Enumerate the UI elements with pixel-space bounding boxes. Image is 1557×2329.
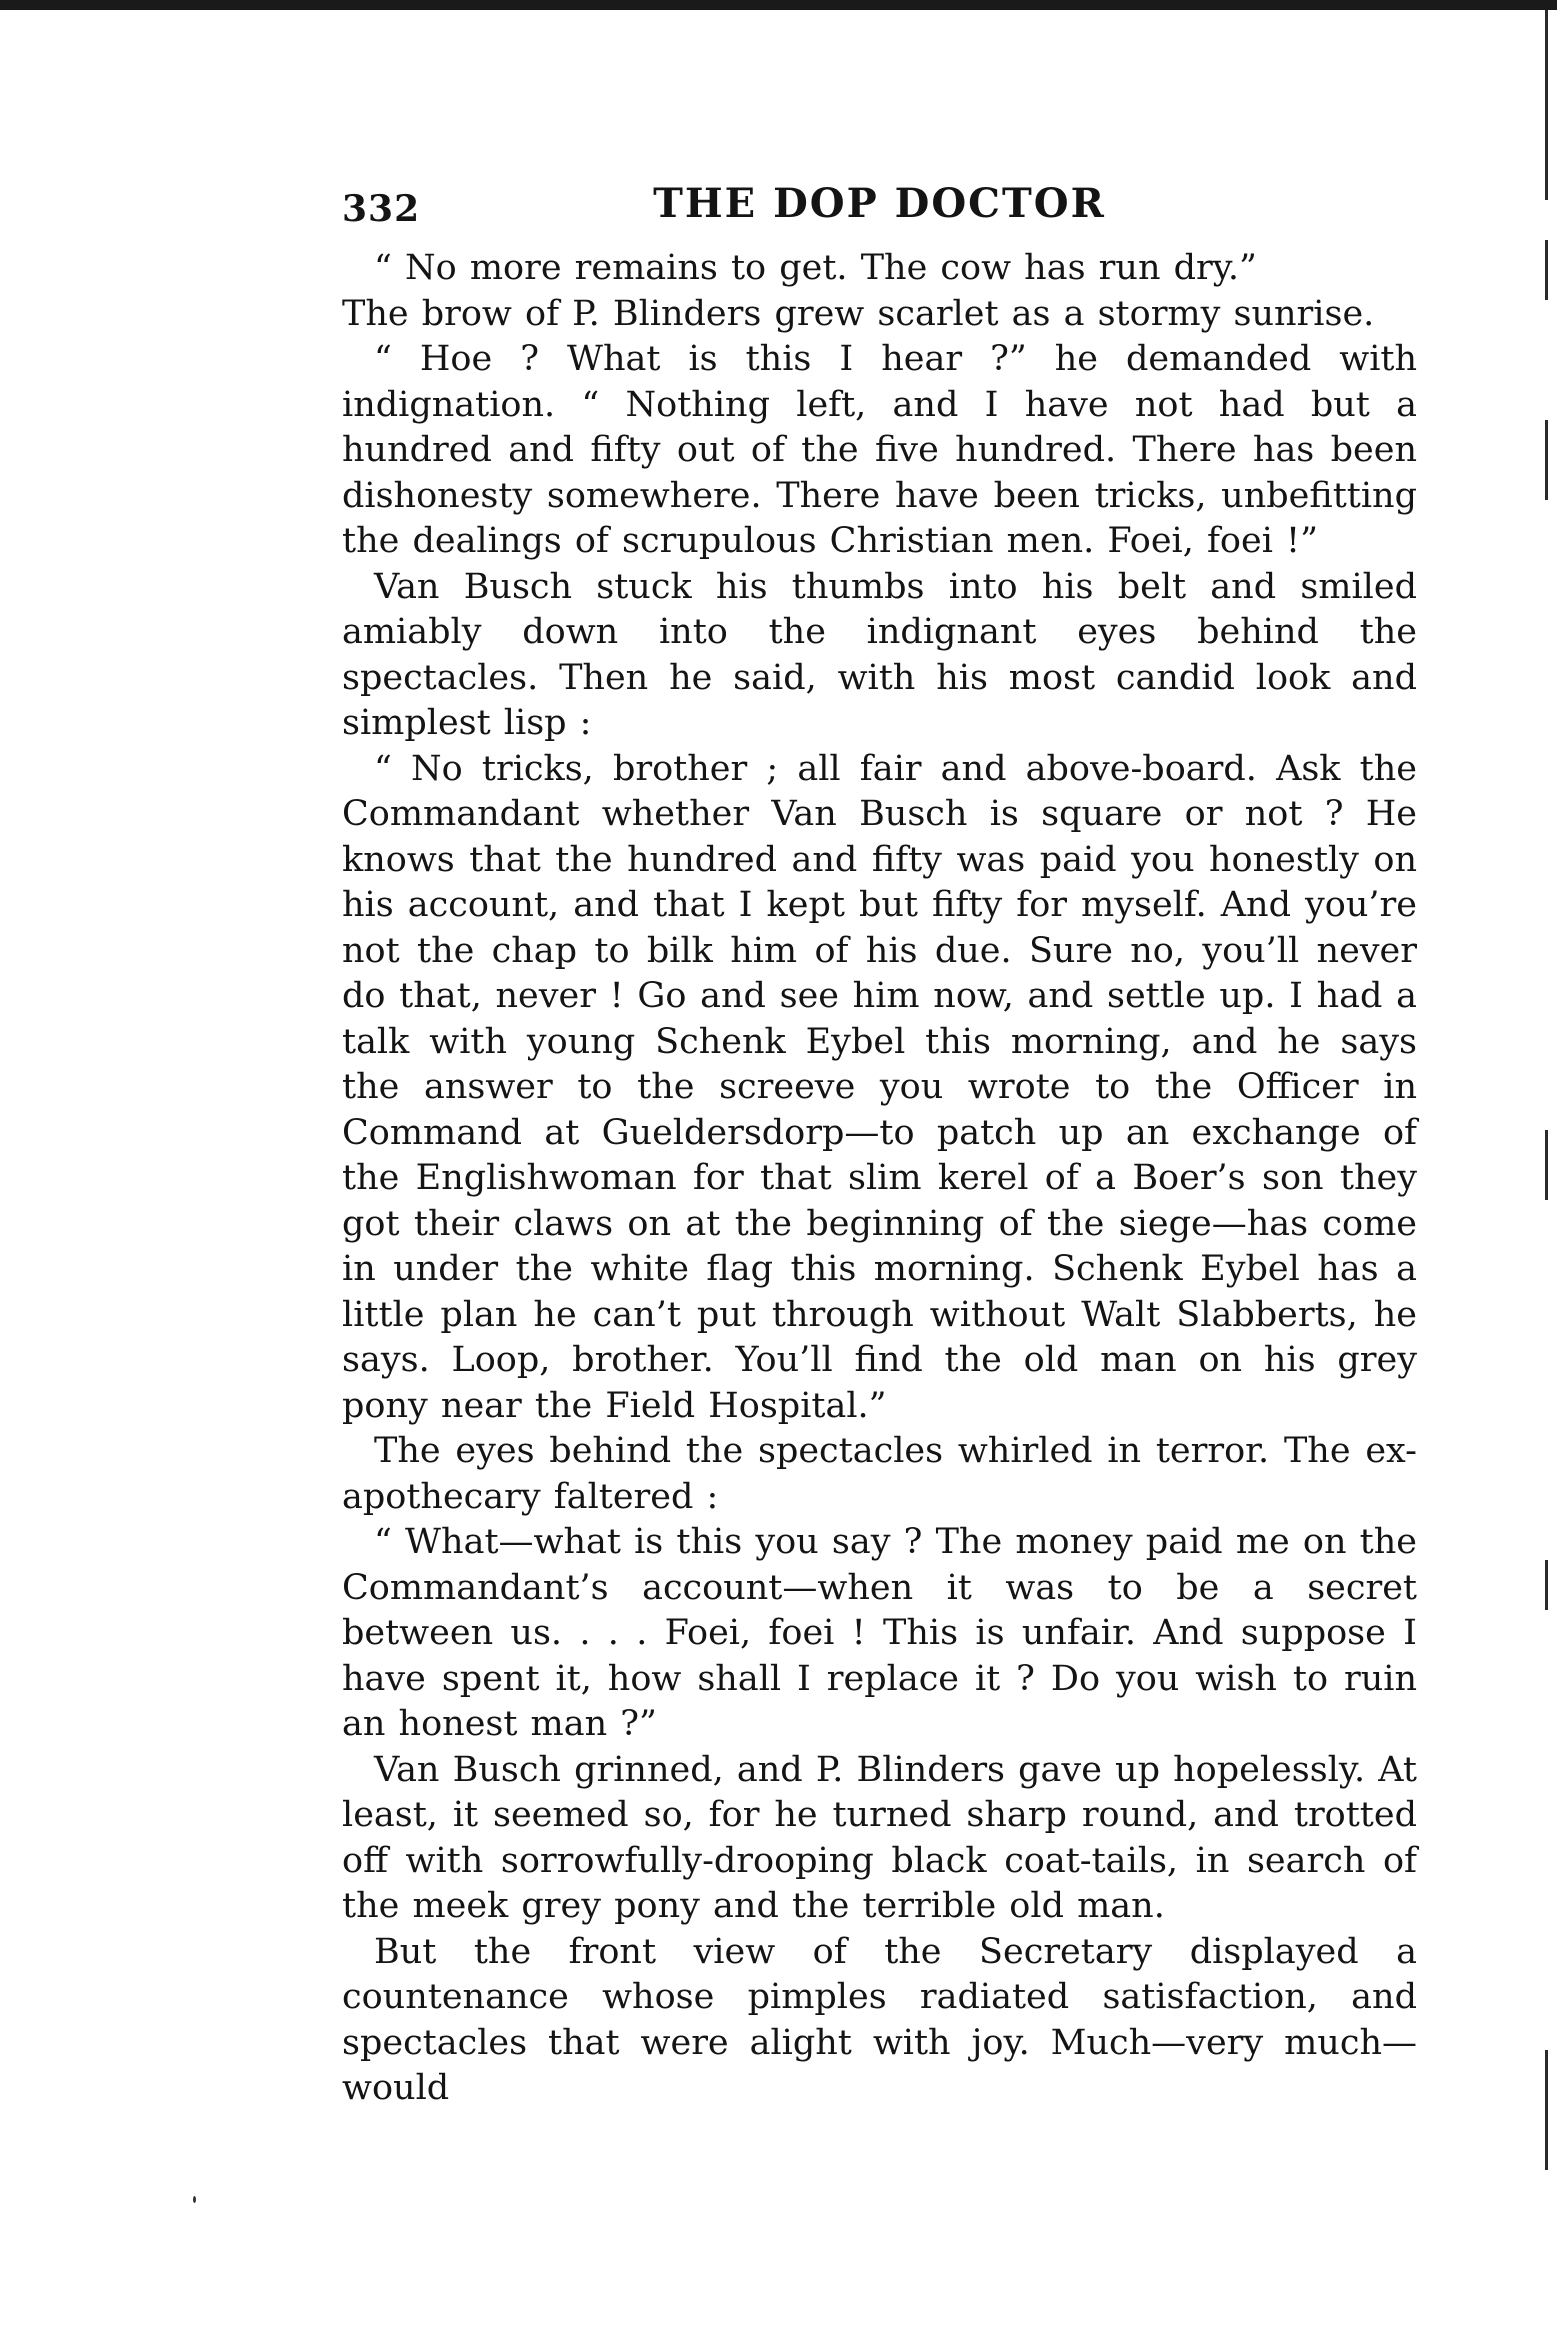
binding-edge-line	[1545, 10, 1548, 200]
binding-edge-line	[1545, 1560, 1548, 1610]
body-text	[342, 246, 1417, 2112]
binding-edge-line	[1545, 420, 1548, 500]
paragraph: “ What—what is this you say ? The money paid me on the Commandant’s account—when it was to be a secret between us. . . . Foei, foei ! This is unfair. And suppose I have spent it, how shall I replace it ? Do you wish to ruin an honest man ?”	[342, 1522, 1417, 1744]
paragraph: The brow of P. Blinders grew scarlet as a stormy sunrise.	[342, 293, 1375, 334]
page-number: 332	[342, 188, 421, 230]
binding-edge-line	[1545, 1130, 1548, 1200]
page-top-edge	[0, 0, 1557, 10]
binding-edge-cap	[1539, 0, 1557, 10]
paragraph: “ Hoe ? What is this I hear ?” he demanded with indignation. “ Nothing left, and I have not had but a hundred and fifty out of the five hundred. There has been dishonesty somewhere. There have been tricks, unbefitting the dealings of scrupulous Christian men. Foei, foei !”	[342, 339, 1417, 561]
book-page	[342, 180, 1417, 2112]
paragraph: The eyes behind the spectacles whirled in terror. The ex-apothecary faltered :	[342, 1431, 1417, 1517]
paragraph: But the front view of the Secretary displayed a countenance whose pimples radiated satisfaction, and spectacles that were alight with joy. Much—very much—would	[342, 1931, 1417, 2108]
page-header	[342, 180, 1417, 240]
paragraph: Van Busch stuck his thumbs into his belt and smiled amiably down into the indignant eyes behind the spectacles. Then he said, with his most candid look and simplest lisp :	[342, 566, 1417, 743]
paragraph: Van Busch grinned, and P. Blinders gave up hopelessly. At least, it seemed so, for he turned sharp round, and trotted off with sorrowfully-drooping black coat-tails, in search of the meek grey pony and the terrible old man.	[342, 1749, 1417, 1926]
paragraph: “ No more remains to get. The cow has run dry.”	[374, 248, 1257, 288]
running-head: THE DOP DOCTOR	[653, 180, 1106, 227]
paragraph: “ No tricks, brother ; all fair and above-board. Ask the Commandant whether Van Busch is square or not ? He knows that the hundred and fifty was paid you honestly on his account, and that I kept but fifty for myself. And you’re not the chap to bilk him of his due. Sure no, you’ll never do that, never ! Go and see him now, and settle up. I had a talk with young Schenk Eybel this morning, and he says the answer to the screeve you wrote to the Officer in Command at Gueldersdorp—to patch up an exchange of the Englishwoman for that slim kerel of a Boer’s son they got their claws on at the beginning of the siege—has come in under the white flag this morning. Schenk Eybel has a little plan he can’t put through without Walt Slabberts, he says. Loop, brother. You’ll find the old man on his grey pony near the Field Hospital.”	[342, 748, 1417, 1426]
page-binding-edge	[1537, 0, 1557, 2329]
binding-edge-line	[1545, 240, 1548, 300]
paper-speck	[193, 2196, 196, 2203]
binding-edge-line	[1545, 2050, 1548, 2170]
